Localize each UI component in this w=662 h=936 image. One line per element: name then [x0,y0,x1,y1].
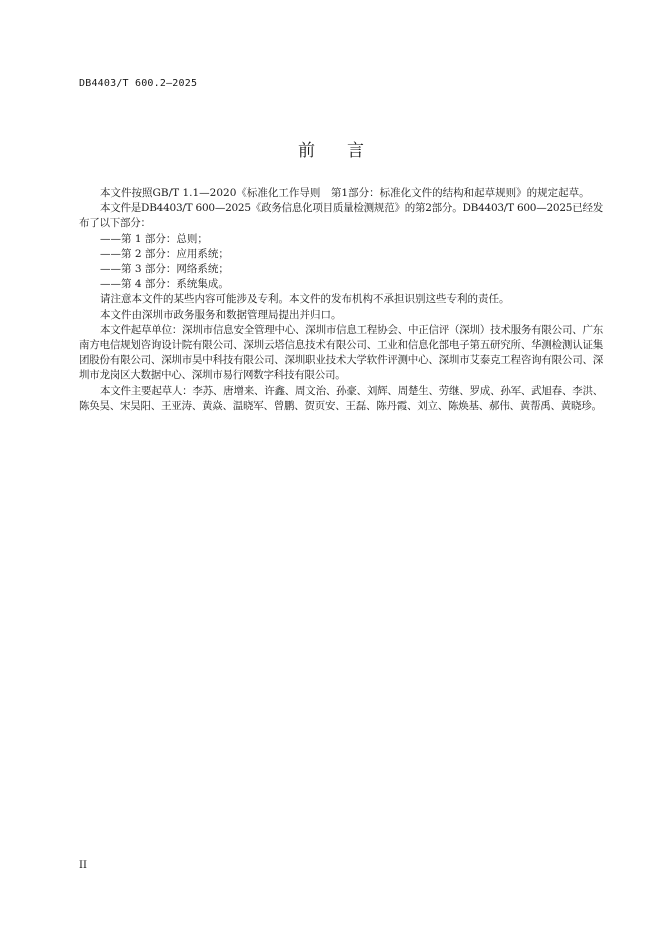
patent-notice-text: 本文件的某些内容可能涉及专利。本文件的发布机构不承担识别这些专利的责任。 [131,293,510,306]
patent-notice-prefix: 请注意 [100,293,132,306]
paragraph-drafting-rules: 本文件按照GB/T 1.1—2020《标准化工作导则 第1部分：标准化文件的结构和起草规则》的规定起草。 [100,187,590,199]
page-number: II [79,860,87,871]
paragraph-proposer: 本文件由深圳市政务服务和数据管理局提出并归口。 [100,308,342,321]
document-id-header: DB4403/T 600.2—2025 [79,78,198,89]
page-title: 前言 [298,141,396,161]
list-item-part-4: ——第 4 部分：系统集成。 [100,278,229,291]
paragraph-drafters: 本文件主要起草人：李苏、唐增来、许鑫、周文治、孙豪、刘辉、周楚生、劳继、罗成、孙军、武旭春、李洪、陈奂昊、宋昊阳、王亚涛、黄焱、温晓军、曾鹏、贺页安、王磊、陈丹霞、刘立、陈焕基、郝伟、黄帮禹、黄晓珍。 [79,384,603,412]
paragraph-patent-notice [79,292,603,307]
list-item-part-1: ——第 1 部分：总则； [100,232,208,245]
paragraph-drafting-units: 本文件起草单位：深圳市信息安全管理中心、深圳市信息工程协会、中正信评（深圳）技术服务有限公司、广东南方电信规划咨询设计院有限公司、深圳云塔信息技术有限公司、工业和信息化部电子第五研究所、华测检测认证集团股份有限公司、深圳市昊中科技有限公司、深圳职业技术大学软件评测中心、深圳市艾泰克工程咨询有限公司、深圳市龙岗区大数据中心、深圳市易行网数字科技有限公司。 [79,323,603,382]
list-item-part-3: ——第 3 部分：网络系统； [100,263,229,276]
paragraph-series-info: 本文件是DB4403/T 600—2025《政务信息化项目质量检测规范》的第2部分。DB4403/T 600—2025已经发布了以下部分： [79,202,603,230]
list-item-part-2: ——第 2 部分：应用系统； [100,247,229,260]
preface-body [79,186,603,414]
